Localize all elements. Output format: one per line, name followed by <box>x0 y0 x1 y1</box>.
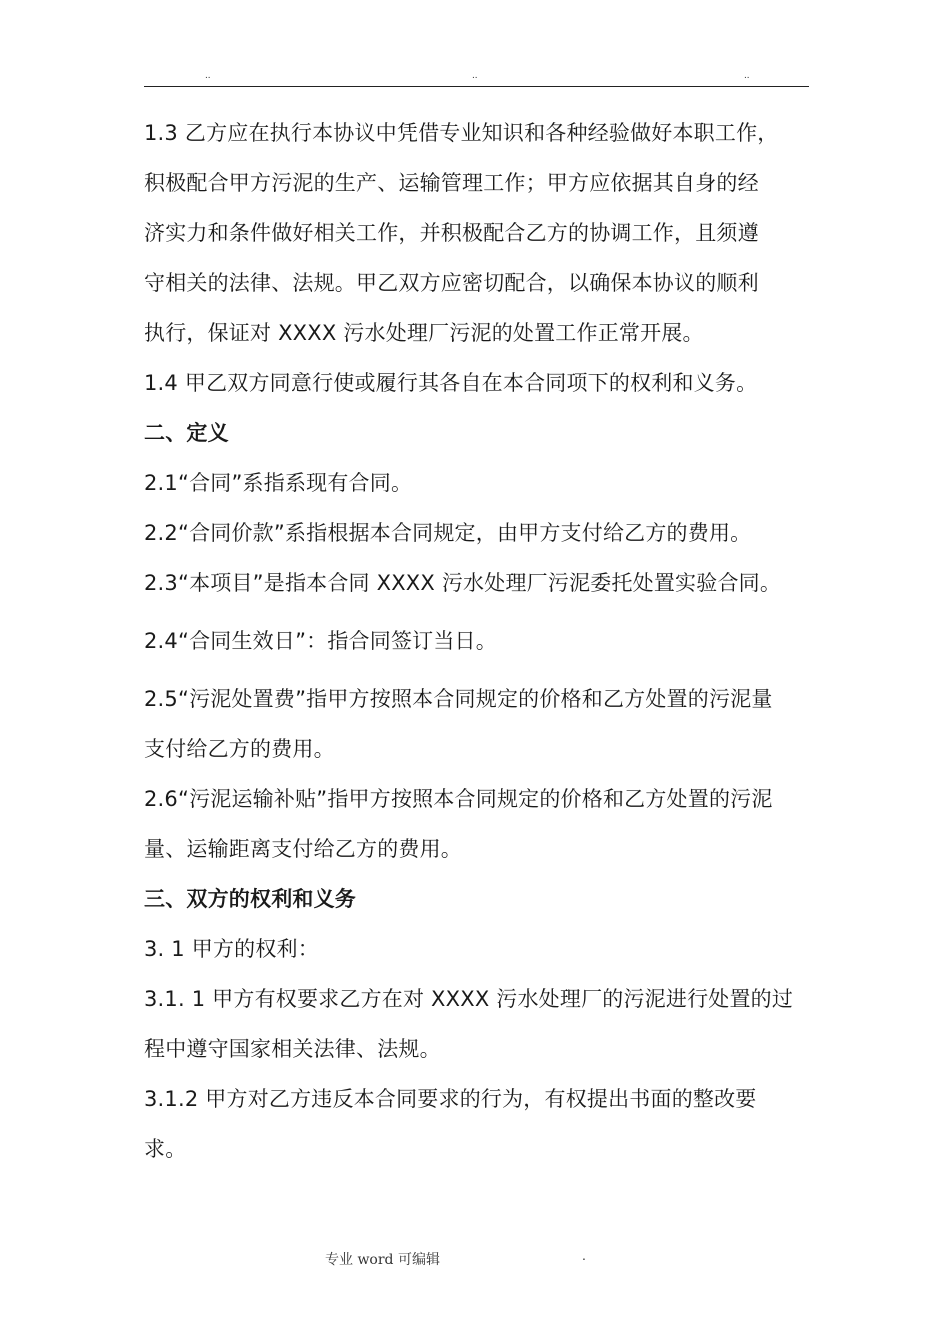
text-line: 程中遵守国家相关法律、法规。 <box>144 1037 441 1061</box>
header-dot-center: .. <box>472 70 478 81</box>
text-line: 求。 <box>144 1137 187 1161</box>
header-dot-right: .. <box>744 70 750 81</box>
document-body <box>144 108 810 1174</box>
text-line: 积极配合甲方污泥的生产、运输管理工作；甲方应依据其自身的经 <box>144 171 759 195</box>
text-line: 2.5“污泥处置费”指甲方按照本合同规定的价格和乙方处置的污泥量 <box>144 687 773 711</box>
text-line: 2.2“合同价款”系指根据本合同规定，由甲方支付给乙方的费用。 <box>144 521 752 545</box>
text-line: 2.1“合同”系指系现有合同。 <box>144 471 413 495</box>
header-dot-left: .. <box>205 70 211 81</box>
text-line: 3. 1 甲方的权利： <box>144 937 319 961</box>
text-line: 守相关的法律、法规。甲乙双方应密切配合，以确保本协议的顺利 <box>144 271 759 295</box>
text-line: 2.6“污泥运输补贴”指甲方按照本合同规定的价格和乙方处置的污泥 <box>144 787 773 811</box>
text-line: 2.3“本项目”是指本合同 XXXX 污水处理厂污泥委托处置实验合同。 <box>144 571 782 595</box>
section-heading: 三、双方的权利和义务 <box>144 887 356 911</box>
text-line: 支付给乙方的费用。 <box>144 737 335 761</box>
footer-dot: . <box>582 1247 586 1263</box>
text-line: 2.4“合同生效日”：指合同签订当日。 <box>144 629 497 653</box>
text-line: 1.4 甲乙双方同意行使或履行其各自在本合同项下的权利和义务。 <box>144 371 758 395</box>
text-line: 济实力和条件做好相关工作，并积极配合乙方的协调工作，且须遵 <box>144 221 759 245</box>
text-line: 3.1. 1 甲方有权要求乙方在对 XXXX 污水处理厂的污泥进行处置的过 <box>144 987 794 1011</box>
section-heading: 二、定义 <box>144 421 229 445</box>
text-line: 执行，保证对 XXXX 污水处理厂污泥的处置工作正常开展。 <box>144 321 704 345</box>
header-rule <box>144 86 809 87</box>
text-line: 量、运输距离支付给乙方的费用。 <box>144 837 462 861</box>
text-line: 1.3 乙方应在执行本协议中凭借专业知识和各种经验做好本职工作， <box>144 121 779 145</box>
text-line: 3.1.2 甲方对乙方违反本合同要求的行为，有权提出书面的整改要 <box>144 1087 757 1111</box>
footer-text: 专业 word 可编辑 <box>325 1252 440 1268</box>
